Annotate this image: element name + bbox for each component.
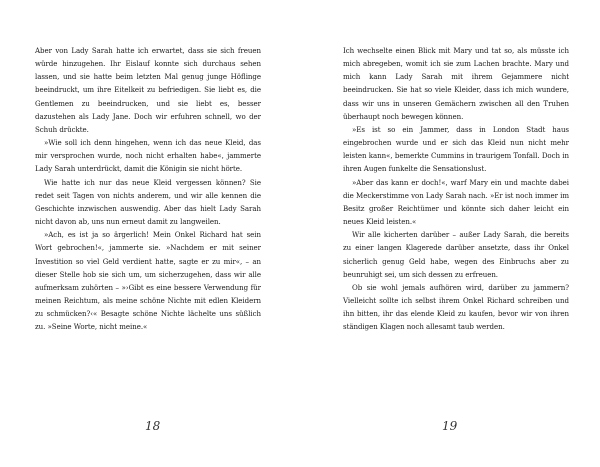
right-page-text [343,44,569,333]
paragraph: »Ach, es ist ja so ärgerlich! Mein Onkel Richard hat sein Wort gebrochen!«, jammerte sie. »Nachdem er mit seiner Investition so viel Geld verdient hatte, sagte er zu mir«, – an dieser Stelle hob sie sich um, um sicherzugehen, dass wir alle aufmerksam zuhörten – »›Gibt es eine bessere Verwendung für meinen Reichtum, als meine schöne Nichte mit edlen Kleidern zu schmücken?‹« Besagte schöne Nichte lächelte uns süßlich zu. »Seine Worte, nicht meine.« [35,230,261,332]
left-page-number: 18 [145,419,161,433]
right-page-number: 19 [442,419,458,433]
paragraph: »Wie soll ich denn hingehen, wenn ich das neue Kleid, das mir versprochen wurde, noch nicht erhalten habe«, jammerte Lady Sarah unterdrückt, damit die Königin sie nicht hörte. [35,138,261,174]
paragraph: Wie hatte ich nur das neue Kleid vergessen können? Sie redet seit Tagen von nichts anderem, und wir alle kennen die Geschichte inzwischen auswendig. Aber das hielt Lady Sarah nicht davon ab, uns nun erneut damit zu langweilen. [35,177,261,227]
paragraph: »Aber das kann er doch!«, warf Mary ein und machte dabei die Meckerstimme von Lady Sarah nach. »Er ist noch immer im Besitz großer Reichtümer und könnte sich daher leicht ein neues Kleid leisten.« [343,177,569,227]
paragraph: Wir alle kicherten darüber – außer Lady Sarah, die bereits zu einer langen Klagerede darüber ansetzte, dass ihr Onkel sicherlich genug Geld habe, wegen des Einbruchs aber zu beunruhigt sei, um sich dessen zu erfreuen. [343,230,569,279]
paragraph: Aber von Lady Sarah hatte ich erwartet, dass sie sich freuen würde hinzugehen. Ihr Eislauf konnte sich durchaus sehen lassen, und sie hatte beim letzten Mal genug junge Höflinge beeindruckt, um ihre Eitelkeit zu befriedigen. Sie liebt es, die Gentlemen zu beeindrucken, und sie liebt es, besser dazustehen als Lady Jane. Doch wir erfuhren schnell, wo der Schuh drückte. [35,46,261,134]
paragraph: »Es ist so ein Jammer, dass in London Stadt haus eingebrochen wurde und er sich das Kleid nun nicht mehr leisten kann«, bemerkte Cummins in traurigem Tonfall. Doch in ihren Augen funkelte die Sensationslust. [343,124,569,174]
paragraph: Ob sie wohl jemals aufhören wird, darüber zu jammern? Vielleicht sollte ich selbst ihrem Onkel Richard schreiben und ihn bitten, ihr das elende Kleid zu kaufen, bevor wir von ihren ständigen Klagen noch allesamt taub werden. [343,282,569,332]
paragraph: Ich wechselte einen Blick mit Mary und tat so, als müsste ich mich abregeben, womit ich sie zum Lachen brachte. Mary und mich kann Lady Sarah mit ihrem Gejammere nicht beeindrucken. Sie hat so viele Kleider, dass ich mich wundere, dass wir uns in unseren Gemächern zwischen all den Truhen überhaupt noch bewegen können. [343,46,569,121]
left-page-text [35,44,261,333]
